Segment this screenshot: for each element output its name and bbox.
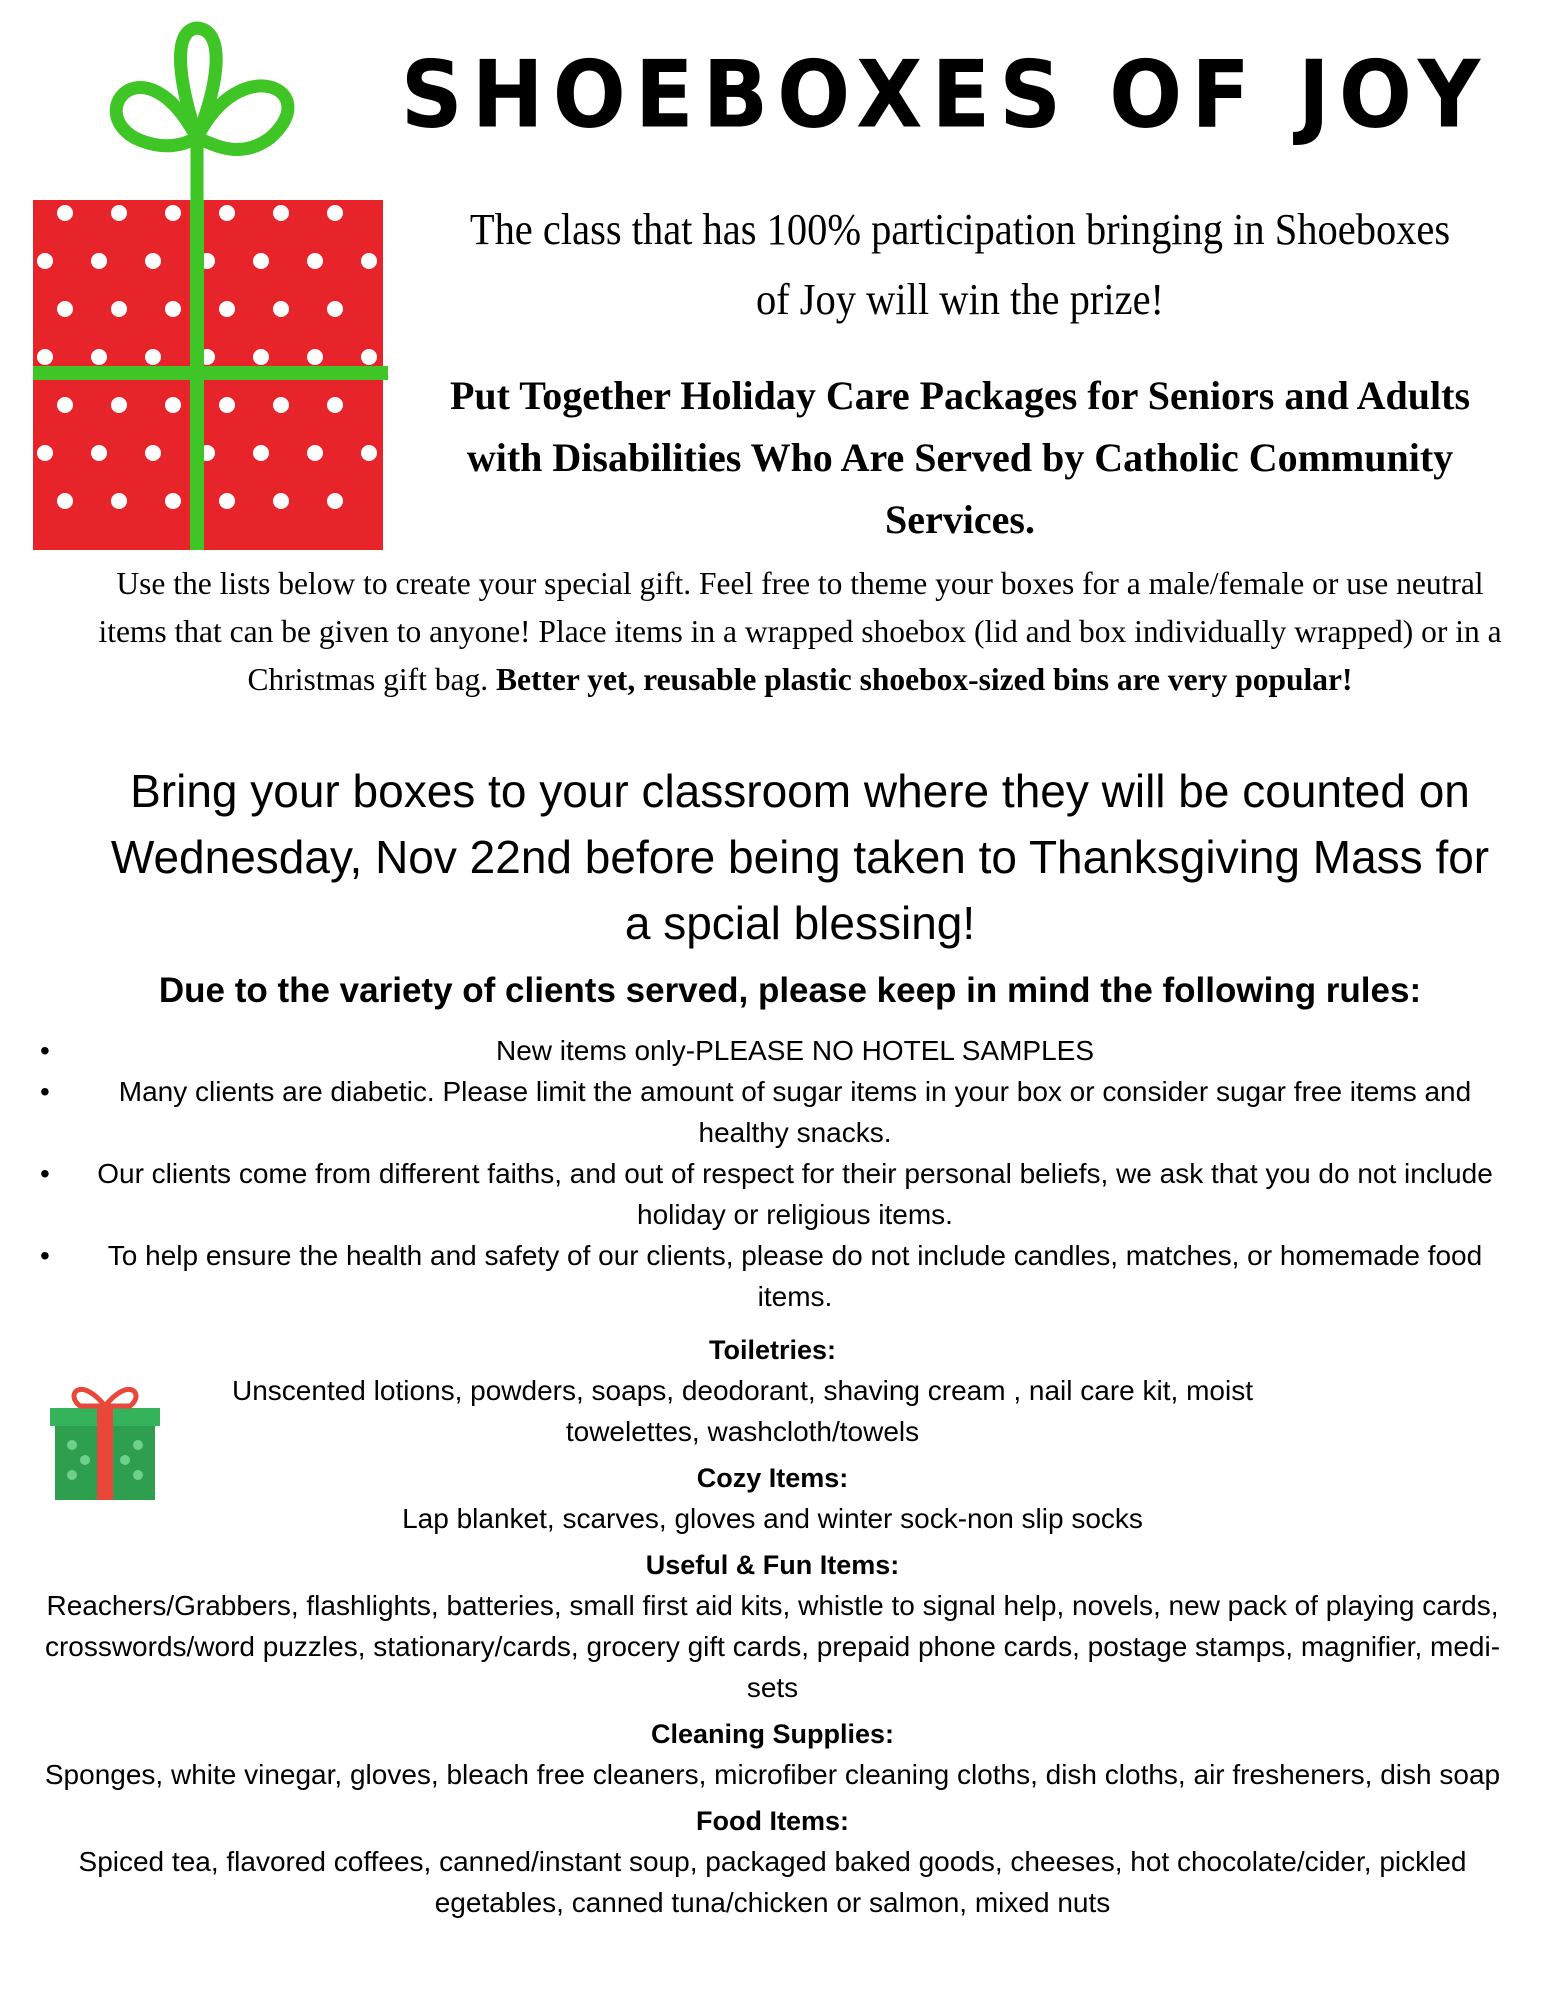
polka-dot — [91, 349, 107, 365]
section-heading-cleaning: Cleaning Supplies: — [650, 1719, 895, 1749]
gift-box-icon — [25, 20, 395, 550]
rules-list — [30, 1030, 1520, 1317]
section-heading-toiletries: Toiletries: — [708, 1335, 837, 1365]
polka-dot — [165, 301, 181, 317]
list-item — [30, 1071, 1520, 1153]
polka-dot — [219, 205, 235, 221]
rule-text: Our clients come from different faiths, and out of respect for their personal beliefs, we ask that you do not include holiday or religious items. — [97, 1158, 1493, 1230]
list-item — [30, 1030, 1520, 1071]
polka-dot — [327, 205, 343, 221]
polka-dot — [111, 493, 127, 509]
intro-text: The class that has 100% participation bringing in Shoeboxes of Joy will win the prize! — [469, 205, 1451, 324]
section-heading-useful: Useful & Fun Items: — [645, 1550, 900, 1580]
headline: Put Together Holiday Care Packages for Seniors and Adults with Disabilities Who Are Served by Catholic Community Services. — [449, 373, 1471, 542]
polka-dot — [327, 493, 343, 509]
polka-dot — [91, 445, 107, 461]
polka-dot — [37, 349, 53, 365]
instructions — [90, 560, 1510, 704]
polka-dot — [111, 205, 127, 221]
bring-boxes-notice: Bring your boxes to your classroom where they will be counted on Wednesday, Nov 22nd before being taken to Thanksgiving Mass for a spcial blessing! — [110, 765, 1490, 949]
polka-dot — [145, 445, 161, 461]
polka-dot — [361, 253, 377, 269]
polka-dot — [307, 253, 323, 269]
section-body-useful: Reachers/Grabbers, flashlights, batteries, small first aid kits, whistle to signal help, novels, new pack of playing cards, crosswords/word puzzles, stationary/cards, grocery gift cards, prepaid phone cards, postage stamps, magnifier, medi-sets — [44, 1590, 1501, 1703]
polka-dot — [273, 493, 289, 509]
polka-dot — [111, 301, 127, 317]
polka-dot — [219, 301, 235, 317]
polka-dot — [165, 493, 181, 509]
polka-dot — [111, 397, 127, 413]
polka-dot — [37, 445, 53, 461]
polka-dot — [165, 397, 181, 413]
polka-dot — [165, 205, 181, 221]
section-body-cozy: Lap blanket, scarves, gloves and winter sock-non slip socks — [402, 1503, 1143, 1534]
list-item — [30, 1153, 1520, 1235]
instructions-bold: Better yet, reusable plastic shoebox-sized bins are very popular! — [495, 662, 1353, 697]
polka-dot — [57, 397, 73, 413]
polka-dot — [37, 253, 53, 269]
polka-dot — [57, 205, 73, 221]
rule-text: Many clients are diabetic. Please limit the amount of sugar items in your box or consider sugar free items and healthy snacks. — [118, 1076, 1472, 1148]
polka-dot — [361, 445, 377, 461]
polka-dot — [253, 253, 269, 269]
polka-dot — [273, 205, 289, 221]
polka-dot — [327, 397, 343, 413]
polka-dot — [219, 493, 235, 509]
polka-dot — [307, 445, 323, 461]
polka-dot — [219, 397, 235, 413]
polka-dot — [253, 349, 269, 365]
section-body-cleaning: Sponges, white vinegar, gloves, bleach free cleaners, microfiber cleaning cloths, dish cloths, air fresheners, dish soap — [44, 1759, 1501, 1790]
section-heading-food: Food Items: — [696, 1806, 849, 1836]
rule-text: New items only-PLEASE NO HOTEL SAMPLES — [495, 1035, 1095, 1066]
polka-dot — [57, 493, 73, 509]
polka-dot — [273, 301, 289, 317]
polka-dot — [145, 253, 161, 269]
instructions-text: Use the lists below to create your special gift. Feel free to theme your boxes for a male/female or use neutral items that can be given to anyone! Place items in a wrapped shoebox (lid and box individually wrapped) or in a Christmas gift bag. — [98, 566, 1502, 697]
bullet-icon: • — [40, 1158, 50, 1189]
polka-dot — [91, 253, 107, 269]
section-body-food: Spiced tea, flavored coffees, canned/instant soup, packaged baked goods, cheeses, hot chocolate/cider, pickled egetables, canned tuna/chicken or salmon, mixed nuts — [78, 1846, 1467, 1918]
item-sections — [20, 1330, 1525, 1929]
page-title: SHOEBOXES OF JOY — [400, 41, 1490, 149]
polka-dot — [327, 301, 343, 317]
section-body-toiletries: Unscented lotions, powders, soaps, deodorant, shaving cream , nail care kit, moist towelettes, washcloth/towels — [232, 1375, 1253, 1447]
polka-dot — [361, 349, 377, 365]
bullet-icon: • — [40, 1240, 50, 1271]
polka-dot — [253, 445, 269, 461]
polka-dot — [307, 349, 323, 365]
polka-dot — [57, 301, 73, 317]
bullet-icon: • — [40, 1076, 50, 1107]
polka-dot — [145, 349, 161, 365]
list-item — [30, 1235, 1520, 1317]
section-heading-cozy: Cozy Items: — [696, 1463, 849, 1493]
polka-dot — [273, 397, 289, 413]
rules-heading: Due to the variety of clients served, please keep in mind the following rules: — [158, 971, 1422, 1010]
rule-text: To help ensure the health and safety of our clients, please do not include candles, matches, or homemade food items. — [107, 1240, 1483, 1312]
bullet-icon: • — [40, 1035, 50, 1066]
